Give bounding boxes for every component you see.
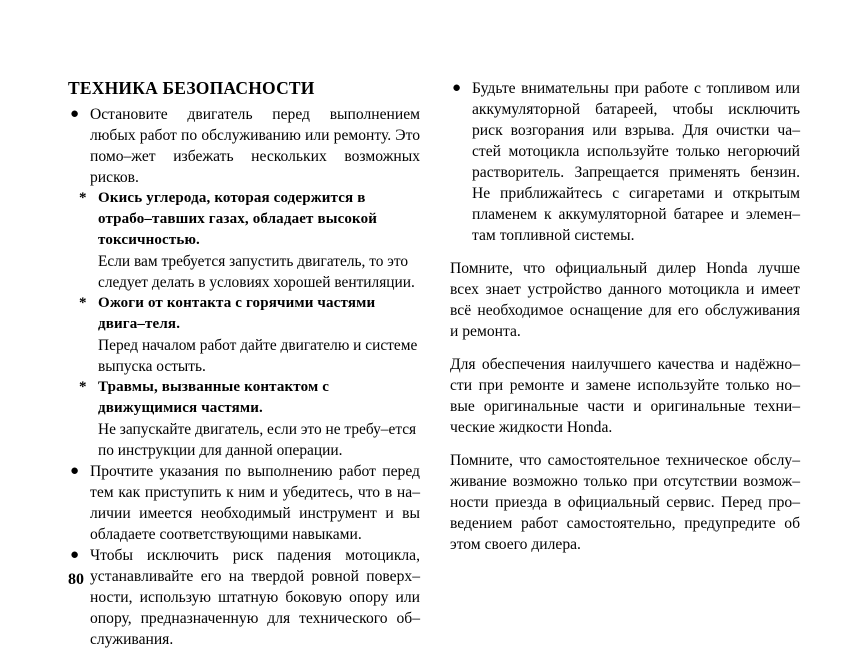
asterisk-icon: * [79,295,87,311]
bullet-icon: ● [452,80,462,96]
body-paragraph: Для обеспечения наилучшего качества и надёжно–сти при ремонте и замене используйте только но–вые оригинальные части и оригинальные техни–ческие жидкости Honda. [450,356,800,436]
body-paragraph: Помните, что официальный дилер Honda лучше всех знает устройство данного мотоцикла и имеет всё необходимое оснащение для его обслуживания и ремонта. [450,260,800,340]
list-item [68,545,420,650]
page-number: 80 [68,571,84,588]
list-item-text: Остановите двигатель перед выполнением любых работ по обслуживанию или ремонту. Это помо–жет избежать нескольких возможных рисков. [90,106,420,186]
page-title: ТЕХНИКА БЕЗОПАСНОСТИ [68,78,315,98]
asterisk-icon: * [79,379,87,395]
asterisk-icon: * [79,190,87,206]
left-text-column [68,78,420,650]
list-item-text: Будьте внимательны при работе с топливом или аккумуляторной батареей, чтобы исключить риск возгорания или взрыва. Для очистки ча–стей мотоцикла используйте только негорючий растворитель. Запрещается применять бензин. Не приближайтесь с сигаретами и открытым пламенем к аккумуляторной батарее и элемен–там топливной системы. [472,80,800,244]
list-item [68,104,420,188]
body-paragraph: Помните, что самостоятельное техническое обслу–живание возможно только при отсутствии возмож–ности приезда в официальный сервис. Перед про–ведением работ самостоятельно, предупредите об этом своего дилера. [450,452,800,553]
sub-list-item [68,293,420,377]
sub-list-item-title: Ожоги от контакта с горячими частями двига–теля. [98,295,376,332]
sub-list-item-body: Не запускайте двигатель, если это не требу–ется по инструкции для данной операции. [98,421,417,459]
sub-list-item-body: Перед началом работ дайте двигателю и системе выпуска остыть. [98,337,418,375]
sub-list-item-title: Травмы, вызванные контактом с движущимися частями. [98,379,330,416]
sub-list-item [68,188,420,293]
list-item-text: Чтобы исключить риск падения мотоцикла, устанавливайте его на твердой ровной поверх–ности, использую штатную боковую опору или опору, предназначенную для технического об–служивания. [90,547,420,648]
sub-list-item-title: Окись углерода, которая содержится в отрабо–тавших газах, обладает высокой токсичностью. [98,190,378,248]
bullet-icon: ● [70,547,80,563]
bullet-icon: ● [70,463,80,479]
list-item-text: Прочтите указания по выполнению работ перед тем как приступить к ним и убедитесь, что в на–личии имеется необходимый инструмент и вы обладаете соответствующими навыками. [90,463,420,543]
list-item [68,461,420,545]
sub-list-item [68,377,420,461]
right-text-column [450,78,800,555]
list-item [450,78,800,246]
sub-list-item-body: Если вам требуется запустить двигатель, то это следует делать в условиях хорошей вентиляции. [98,253,415,291]
bullet-icon: ● [70,106,80,122]
